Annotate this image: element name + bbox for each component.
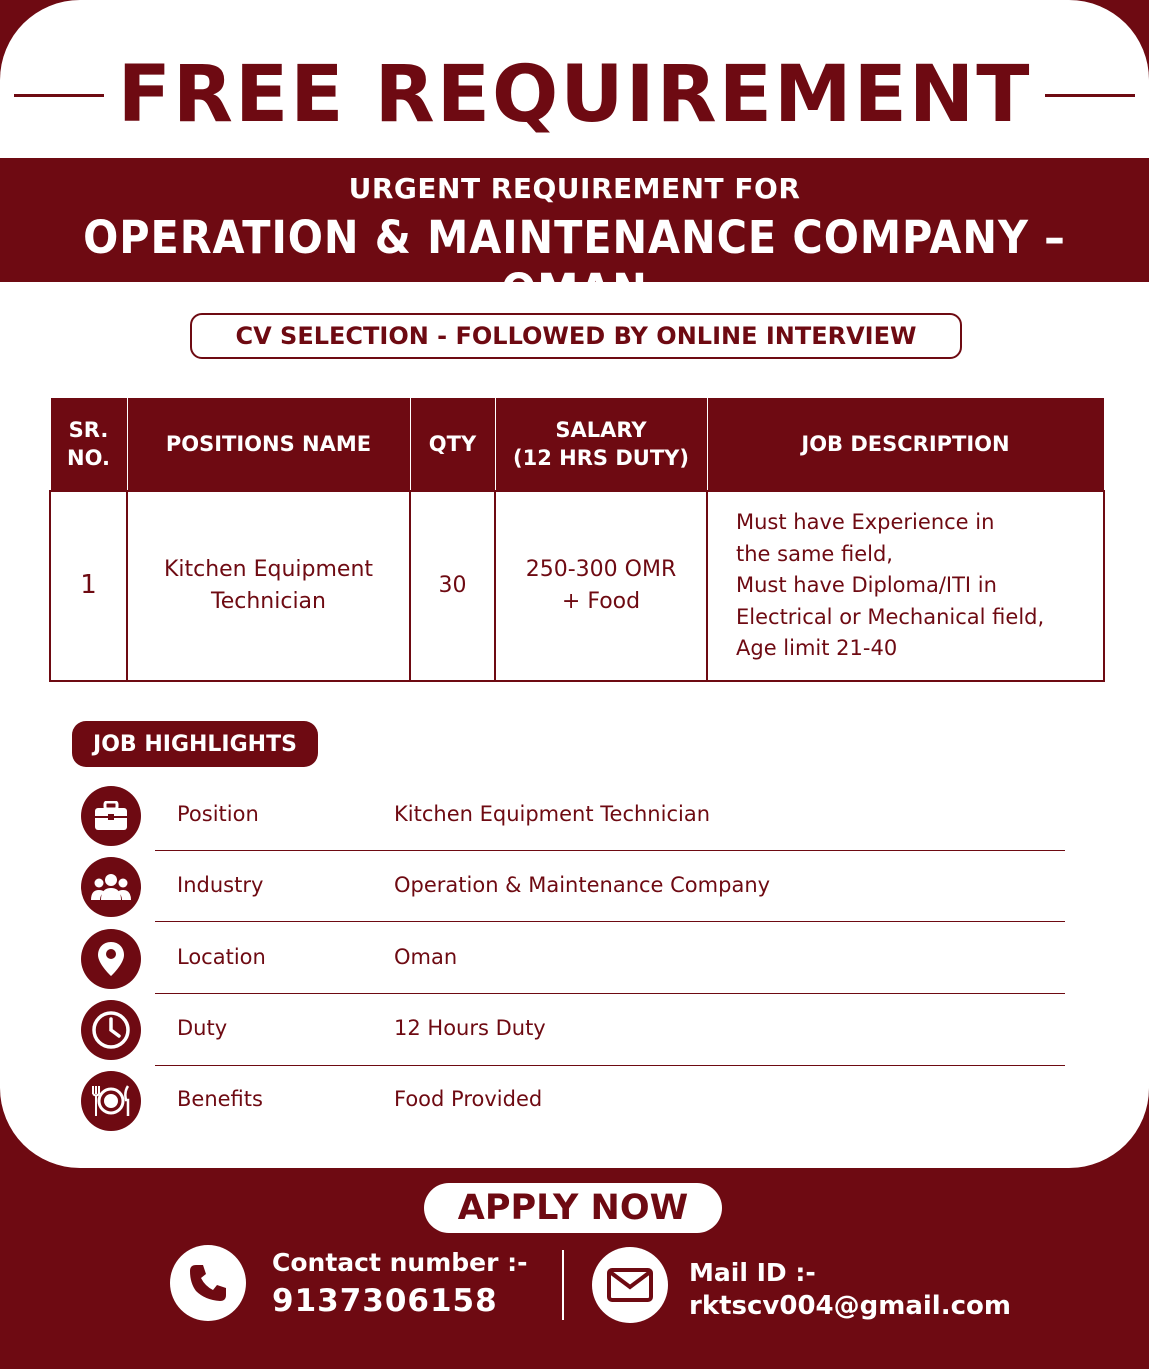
highlight-label: Benefits <box>177 1087 263 1111</box>
people-icon <box>81 857 141 917</box>
job-highlights-tag: JOB HIGHLIGHTS <box>72 721 318 767</box>
highlight-value: Food Provided <box>394 1087 543 1111</box>
divider <box>155 993 1065 994</box>
footer-separator <box>562 1250 564 1320</box>
cell-salary-line1: 250-300 OMR <box>525 557 677 583</box>
title-row <box>0 40 1149 150</box>
highlight-value: Oman <box>394 945 458 969</box>
title-rule-left <box>14 94 104 97</box>
mail-label: Mail ID :- <box>689 1258 816 1287</box>
cell-position-line2: Technician <box>211 589 326 614</box>
highlight-label: Location <box>177 945 266 969</box>
table-header-row <box>50 398 1104 492</box>
highlight-row-location <box>0 929 1149 989</box>
cell-salary <box>495 491 707 681</box>
highlight-label: Position <box>177 802 259 826</box>
selection-note: CV SELECTION - FOLLOWED BY ONLINE INTERVIEW <box>190 313 962 359</box>
page-title: FREE REQUIREMENT <box>117 50 1032 140</box>
highlight-row-duty <box>0 1000 1149 1060</box>
highlight-row-position <box>0 786 1149 846</box>
plate-cutlery-icon <box>81 1071 141 1131</box>
header-description: JOB DESCRIPTION <box>707 398 1104 492</box>
banner-company: OPERATION & MAINTENANCE COMPANY – OMAN <box>83 211 1066 317</box>
company-banner <box>0 158 1149 317</box>
contact-number[interactable]: 9137306158 <box>272 1283 498 1319</box>
highlight-value: 12 Hours Duty <box>394 1016 546 1040</box>
cell-position <box>127 491 410 681</box>
header-salary-line1: SALARY <box>555 417 647 442</box>
header-salary-line2: (12 HRS DUTY) <box>513 446 689 470</box>
highlight-label: Duty <box>177 1016 228 1040</box>
highlight-row-industry <box>0 857 1149 917</box>
cell-position-line1: Kitchen Equipment <box>163 557 374 583</box>
divider <box>155 1065 1065 1066</box>
highlight-value: Operation & Maintenance Company <box>394 873 771 897</box>
cell-sr: 1 <box>50 491 127 681</box>
apply-now-button[interactable]: APPLY NOW <box>424 1183 722 1233</box>
cell-description <box>707 491 1104 681</box>
header-qty: QTY <box>410 398 495 492</box>
highlight-value: Kitchen Equipment Technician <box>394 802 711 826</box>
banner-subtitle: URGENT REQUIREMENT FOR <box>348 172 801 205</box>
table-row <box>50 491 1104 681</box>
briefcase-icon <box>81 786 141 846</box>
description-line: the same field, <box>736 541 893 566</box>
header-sr-line2: NO. <box>67 446 110 470</box>
divider <box>155 921 1065 922</box>
divider <box>155 850 1065 851</box>
location-pin-icon <box>81 929 141 989</box>
contact-label: Contact number :- <box>272 1248 528 1277</box>
cell-salary-line2: + Food <box>561 589 641 614</box>
mail-icon <box>592 1247 668 1323</box>
mail-address[interactable]: rktscv004@gmail.com <box>689 1291 1011 1321</box>
header-sr <box>50 398 127 492</box>
description-line: Must have Diploma/ITI in <box>736 573 997 598</box>
jobs-table <box>49 397 1105 682</box>
header-position: POSITIONS NAME <box>127 398 410 492</box>
header-salary <box>495 398 707 492</box>
highlight-label: Industry <box>177 873 264 897</box>
highlight-row-benefits <box>0 1071 1149 1131</box>
description-line: Electrical or Mechanical field, <box>736 604 1045 629</box>
clock-icon <box>81 1000 141 1060</box>
header-sr-line1: SR. <box>68 417 109 442</box>
phone-icon <box>170 1245 246 1321</box>
title-rule-right <box>1045 94 1135 97</box>
cell-qty: 30 <box>410 491 495 681</box>
description-line: Age limit 21-40 <box>736 636 898 661</box>
description-line: Must have Experience in <box>736 510 995 535</box>
